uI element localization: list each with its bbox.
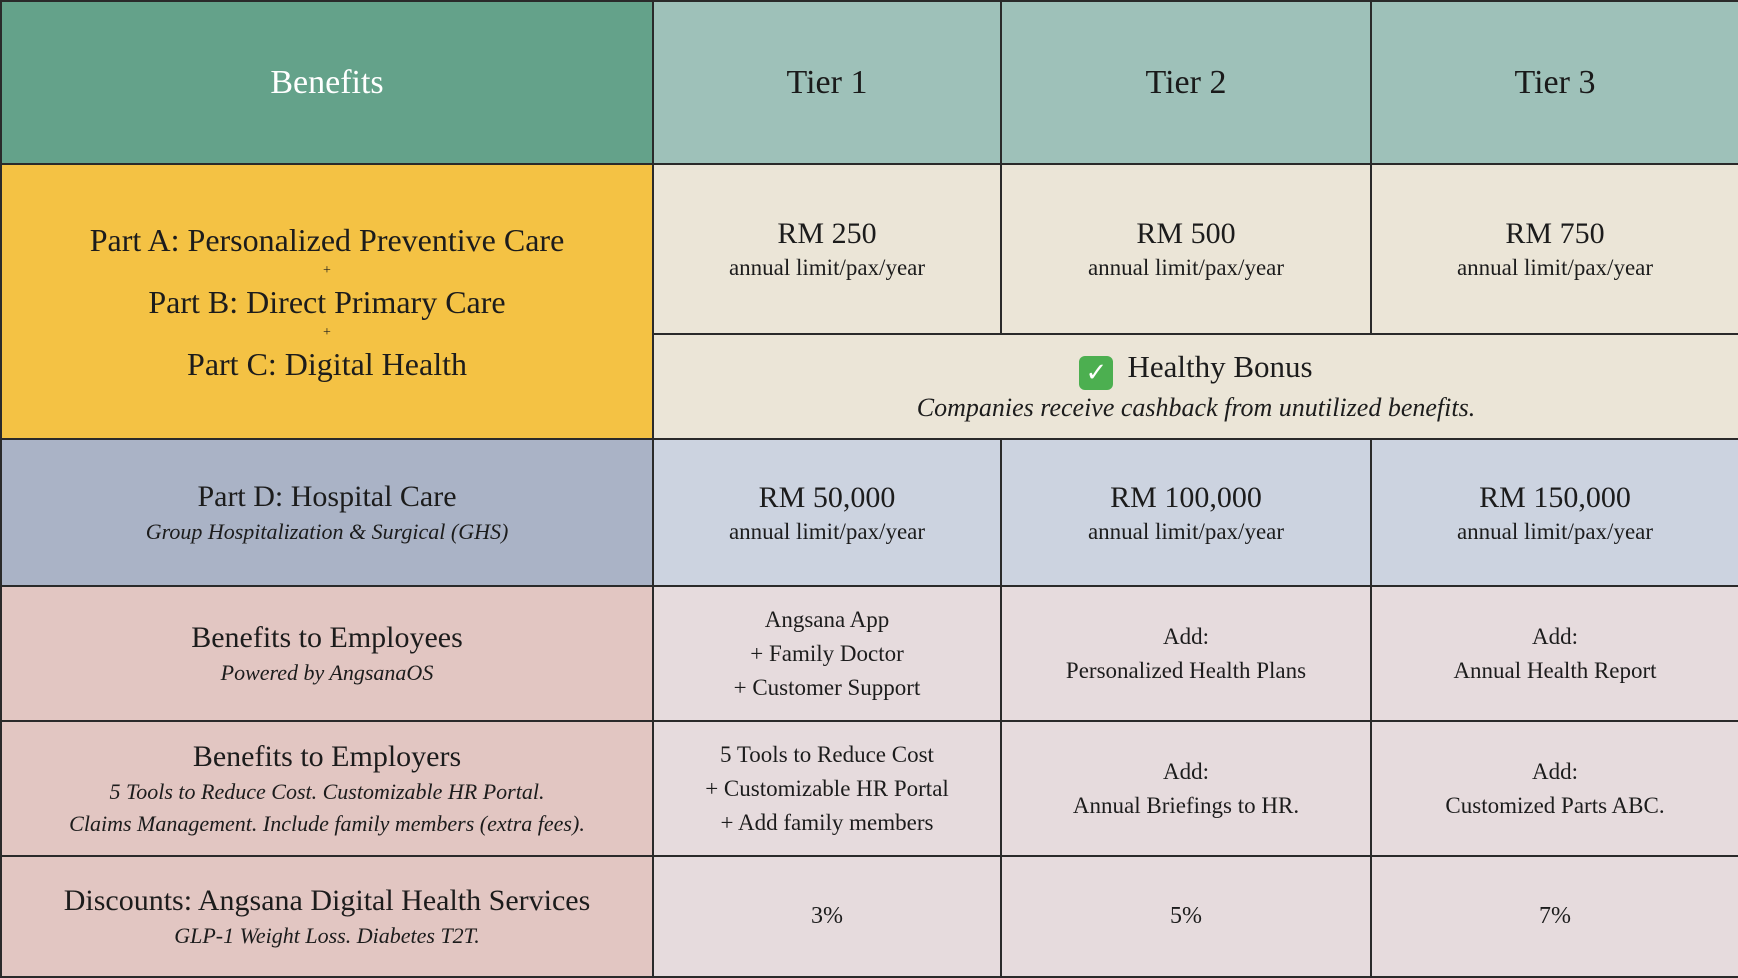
employers-subtitle-1: 5 Tools to Reduce Cost. Customizable HR Portal. bbox=[109, 778, 545, 804]
employees-tier-2-line: Add: bbox=[1163, 623, 1209, 649]
discounts-label bbox=[1, 856, 653, 977]
hospital-tier-3-amount: RM 150,000 bbox=[1479, 480, 1631, 514]
tier-2-header: Tier 2 bbox=[1001, 1, 1371, 164]
plus-separator: + bbox=[323, 324, 331, 340]
employees-tier-1-line: Angsana App bbox=[764, 606, 890, 632]
employers-subtitle-2: Claims Management. Include family members (extra fees). bbox=[69, 810, 585, 836]
part-a-label: Part A: Personalized Preventive Care bbox=[89, 221, 565, 258]
part-b-label: Part B: Direct Primary Care bbox=[148, 283, 506, 320]
employers-tier-1-cell bbox=[653, 721, 1001, 856]
employees-tier-2-line: Personalized Health Plans bbox=[1065, 657, 1307, 683]
part-c-label: Part C: Digital Health bbox=[187, 345, 467, 382]
hospital-tier-2-limit: annual limit/pax/year bbox=[1087, 518, 1285, 544]
core-tier-2-amount: RM 500 bbox=[1136, 217, 1236, 250]
employers-row bbox=[1, 721, 1738, 856]
employees-tier-2-cell bbox=[1001, 586, 1371, 721]
core-tier-3-limit: annual limit/pax/year bbox=[1456, 255, 1654, 280]
employees-tier-3-line: Annual Health Report bbox=[1453, 657, 1657, 683]
core-tier-3-cell bbox=[1371, 164, 1738, 334]
hospital-care-row bbox=[1, 439, 1738, 586]
employers-tier-3-cell bbox=[1371, 721, 1738, 856]
healthy-bonus-cell bbox=[653, 334, 1738, 439]
employers-tier-2-line: Annual Briefings to HR. bbox=[1072, 792, 1300, 818]
tier-1-header: Tier 1 bbox=[653, 1, 1001, 164]
tier-3-header: Tier 3 bbox=[1371, 1, 1738, 164]
employees-tier-3-line: Add: bbox=[1532, 623, 1578, 649]
discounts-title: Discounts: Angsana Digital Health Services bbox=[63, 883, 591, 917]
employees-label bbox=[1, 586, 653, 721]
core-tier-1-cell bbox=[653, 164, 1001, 334]
employees-subtitle: Powered by AngsanaOS bbox=[220, 659, 434, 685]
core-tier-1-limit: annual limit/pax/year bbox=[728, 255, 926, 280]
employees-tier-1-cell bbox=[653, 586, 1001, 721]
hospital-tier-1-limit: annual limit/pax/year bbox=[728, 518, 926, 544]
core-care-label bbox=[1, 164, 653, 439]
hospital-care-label bbox=[1, 439, 653, 586]
employers-label bbox=[1, 721, 653, 856]
healthy-bonus-subtitle: Companies receive cashback from unutilized benefits. bbox=[916, 393, 1476, 422]
hospital-tier-1-amount: RM 50,000 bbox=[758, 480, 896, 514]
employees-tier-1-line: + Family Doctor bbox=[750, 640, 904, 666]
employers-tier-2-cell bbox=[1001, 721, 1371, 856]
header-row bbox=[1, 1, 1738, 164]
employers-tier-1-line: + Add family members bbox=[720, 809, 934, 835]
discounts-row bbox=[1, 856, 1738, 977]
hospital-tier-2-cell bbox=[1001, 439, 1371, 586]
check-mark-icon: ✓ bbox=[1079, 356, 1113, 390]
part-d-title: Part D: Hospital Care bbox=[197, 479, 457, 513]
hospital-tier-3-cell bbox=[1371, 439, 1738, 586]
hospital-tier-1-cell bbox=[653, 439, 1001, 586]
employers-tier-3-line: Customized Parts ABC. bbox=[1445, 792, 1665, 818]
employees-row bbox=[1, 586, 1738, 721]
employers-tier-2-line: Add: bbox=[1163, 758, 1209, 784]
employees-tier-1-line: + Customer Support bbox=[733, 674, 921, 700]
discount-tier-3: 7% bbox=[1371, 856, 1738, 977]
core-tier-2-cell bbox=[1001, 164, 1371, 334]
employers-title: Benefits to Employers bbox=[192, 739, 462, 773]
employers-tier-1-line: + Customizable HR Portal bbox=[705, 775, 949, 801]
core-care-row bbox=[1, 164, 1738, 334]
employers-tier-3-line: Add: bbox=[1532, 758, 1578, 784]
discount-tier-1: 3% bbox=[653, 856, 1001, 977]
discount-tier-2: 5% bbox=[1001, 856, 1371, 977]
employers-tier-1-line: 5 Tools to Reduce Cost bbox=[720, 741, 934, 767]
discounts-subtitle: GLP-1 Weight Loss. Diabetes T2T. bbox=[174, 922, 480, 948]
hospital-tier-2-amount: RM 100,000 bbox=[1110, 480, 1262, 514]
hospital-tier-3-limit: annual limit/pax/year bbox=[1456, 518, 1654, 544]
core-tier-3-amount: RM 750 bbox=[1505, 217, 1605, 250]
plus-separator: + bbox=[323, 262, 331, 278]
core-tier-1-amount: RM 250 bbox=[777, 217, 877, 250]
employees-tier-3-cell bbox=[1371, 586, 1738, 721]
part-d-subtitle: Group Hospitalization & Surgical (GHS) bbox=[145, 518, 509, 544]
employees-title: Benefits to Employees bbox=[191, 620, 463, 654]
core-tier-2-limit: annual limit/pax/year bbox=[1087, 255, 1285, 280]
healthy-bonus-title: Healthy Bonus bbox=[1127, 349, 1313, 384]
benefits-header: Benefits bbox=[1, 1, 653, 164]
